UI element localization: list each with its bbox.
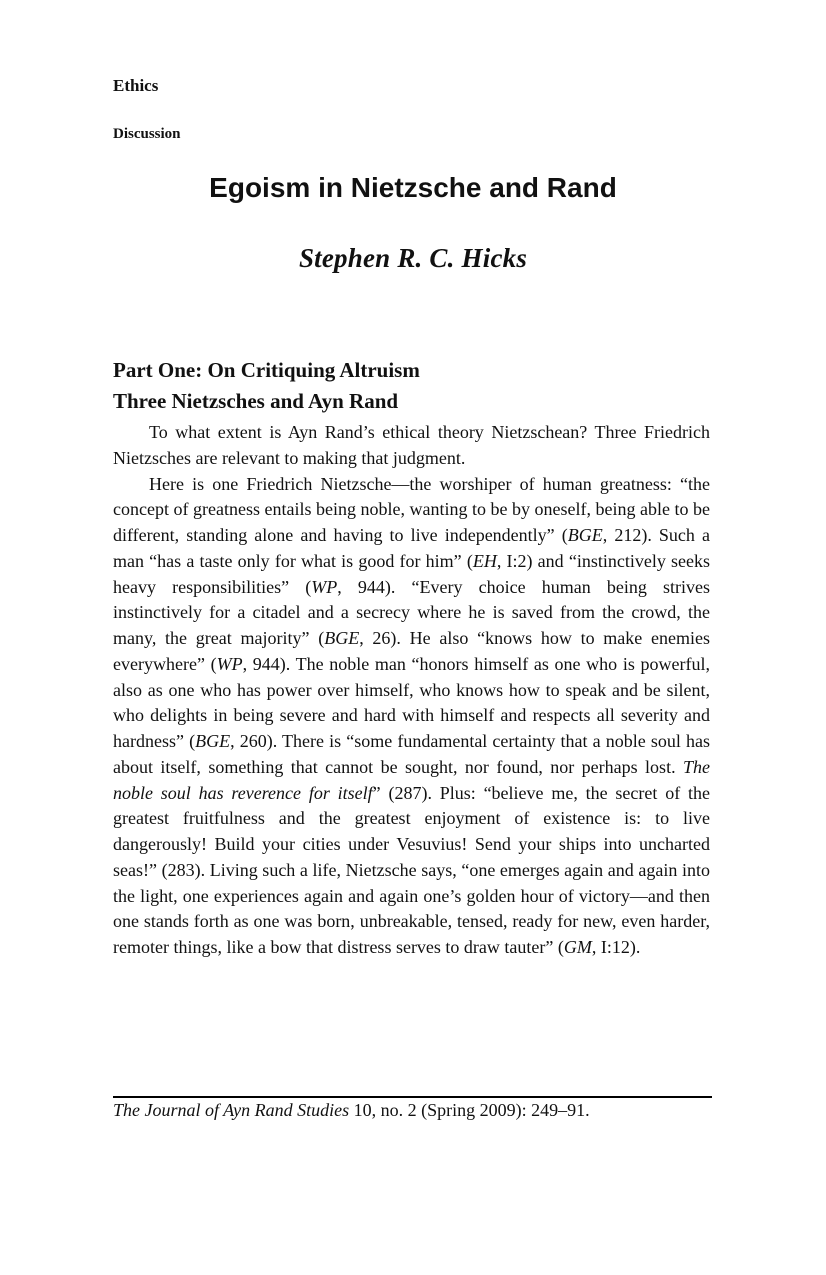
- subsection-label: Discussion: [113, 126, 181, 142]
- article-title: Egoism in Nietzsche and Rand: [209, 172, 617, 203]
- paragraph: [113, 472, 710, 961]
- italic-citation: GM: [563, 937, 592, 957]
- text-segment: , 944). The noble man “honors himself as one who is powerful, also as one who has power over himself, who knows how to speak and be silent, who delights in being severe and hard with himself and respects all severity and hardness” (: [113, 653, 710, 751]
- text-segment: , I:2) and “instinctively seeks heavy responsibilities” (: [113, 550, 710, 597]
- text-segment: , 212). Such a man “has a taste only for what is good for him” (: [113, 525, 710, 571]
- section-label: Ethics: [113, 76, 159, 95]
- italic-citation: WP: [311, 576, 338, 597]
- italic-citation: BGE: [195, 731, 231, 751]
- text-segment: , 260). There is “some fundamental certainty that a noble soul has about itself, something that cannot be sought, nor found, nor perhaps lost.: [113, 731, 710, 777]
- text-segment: , 944). “Every choice human being strives instinctively for a citadel and a secrecy where he is saved from the crowd, the many, the great majority” (: [113, 576, 710, 648]
- italic-citation: EH: [472, 550, 497, 571]
- journal-name: The Journal of Ayn Rand Studies: [113, 1100, 350, 1120]
- citation-details: 10, no. 2 (Spring 2009): 249–91.: [349, 1100, 590, 1120]
- article-author: Stephen R. C. Hicks: [298, 243, 528, 273]
- paragraph: [113, 420, 710, 472]
- text-segment: , 26). He also “knows how to make enemies everywhere” (: [113, 628, 710, 674]
- italic-citation: BGE: [567, 525, 603, 545]
- part-heading: Part One: On Critiquing Altruism: [113, 358, 420, 382]
- article-body: [113, 420, 710, 961]
- text-segment: Here is one Friedrich Nietzsche—the worshiper of human greatness: “the concept of greatness entails being noble, wanting to be by oneself, being able to be different, standing alone and having to live independently” (: [113, 473, 710, 545]
- italic-citation: BGE: [324, 628, 360, 648]
- italic-citation: The noble soul has reverence for itself: [113, 756, 710, 803]
- text-segment: ” (287). Plus: “believe me, the secret of the greatest fruitfulness and the greatest enjoyment of existence is: to live dangerously! Build your cities under Vesuvius! Send your ships into uncharted seas!” (283). Living such a life, Nietzsche says, “one emerges again and again into the light, one experiences again and again one’s golden hour of victory—and then one stands forth as one was born, unbreakable, tensed, ready for new, even harder, remoter things, like a bow that distress serves to draw tauter” (: [113, 782, 710, 957]
- footer-rule: [113, 1096, 712, 1098]
- text-segment: To what extent is Ayn Rand’s ethical theory Nietzschean? Three Friedrich Nietzsches are relevant to making that judgment.: [113, 422, 710, 468]
- text-segment: , I:12).: [591, 937, 641, 957]
- italic-citation: WP: [216, 653, 243, 674]
- section-heading: Three Nietzsches and Ayn Rand: [113, 389, 399, 413]
- journal-citation: [113, 1100, 590, 1121]
